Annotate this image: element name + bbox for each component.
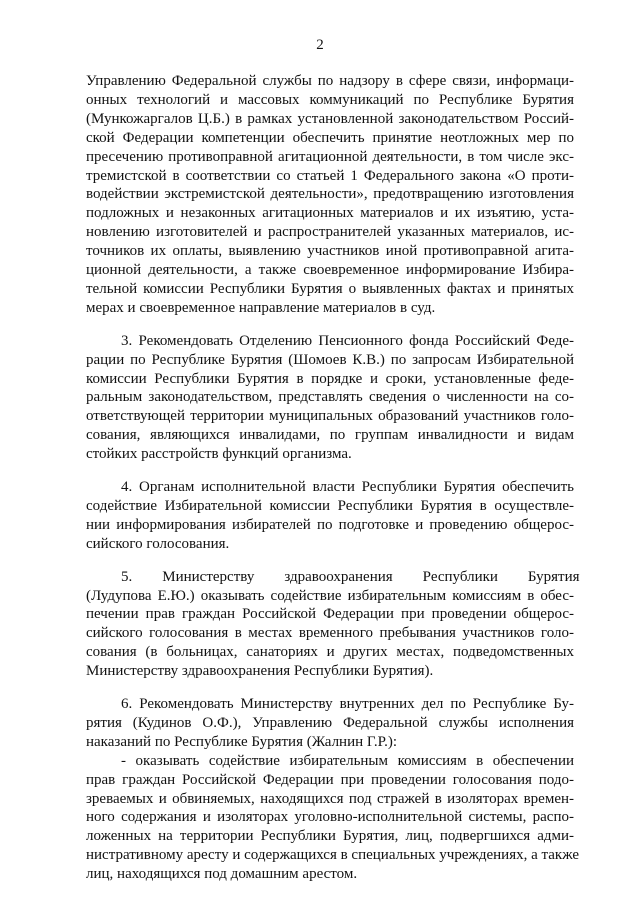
text-line: лиц, находящихся под домашним арестом. — [86, 866, 358, 883]
text-line: тельной комиссии Республики Бурятия о выявленных фактах и принятых — [86, 280, 574, 297]
text-line: рятия (Кудинов О.Ф.), Управлению Федеральной службы исполнения — [86, 714, 574, 731]
text-line: нии информирования избирателей по подготовке и проведению общерос- — [86, 516, 574, 533]
page-number: 2 — [316, 37, 324, 53]
text-line: ответствующей территории муниципальных образований участников голо- — [86, 408, 574, 425]
text-line: ской Федерации компетенции обеспечить принятие неотложных мер по — [86, 129, 574, 146]
text-line: зреваемых и обвиняемых, находящихся под стражей в изоляторах времен- — [86, 790, 574, 807]
text-line: 6. Рекомендовать Министерству внутренних дел по Республике Бу- — [121, 696, 574, 712]
text-line: содействие Избирательной комиссии Республики Бурятия в осуществле- — [86, 497, 574, 514]
text-line: печении прав граждан Российской Федерации при проведении общерос- — [86, 606, 574, 623]
text-line: ционной деятельности, а также своевременное информирование Избира- — [86, 262, 574, 278]
text-line: сийского голосования в местах временного пребывания участников голо- — [86, 625, 574, 642]
text-line: сийского голосования. — [86, 535, 230, 552]
text-line: 4. Органам исполнительной власти Республики Бурятия обеспечить — [121, 479, 574, 495]
text-line: сования, являющихся инвалидами, по группам инвалидности и видам — [86, 427, 574, 444]
text-line: новлению изготовителей и распространителей указанных материалов, ис- — [86, 224, 574, 241]
text-line: Министерству здравоохранения Республики Бурятия). — [86, 663, 434, 680]
text-line: наказаний по Республике Бурятия (Жалнин Г.Р.): — [86, 733, 398, 750]
text-line: (Мункожаргалов Ц.Б.) в рамках установленной законодательством Россий- — [86, 110, 574, 127]
text-line: подложных и незаконных агитационных материалов и их изъятию, уста- — [86, 205, 574, 222]
text-line: онных технологий и массовых коммуникаций по Республике Бурятия — [86, 91, 574, 108]
text-line: пресечению противоправной агитационной деятельности, в том числе экс- — [86, 148, 574, 165]
text-line: стойких расстройств функций организма. — [86, 446, 352, 463]
text-line: точников их оплаты, выявлению участников иной противоправной агита- — [86, 243, 574, 260]
text-line: Управлению Федеральной службы по надзору в сфере связи, информаци- — [86, 73, 574, 89]
text-line: мерах и своевременное направление материалов в суд. — [86, 299, 436, 316]
text-line: 5. Министерству здравоохранения Республики Бурятия — [121, 568, 580, 585]
text-line: ного содержания и изоляторах уголовно-исполнительной системы, распо- — [86, 809, 574, 826]
text-line: рации по Республике Бурятия (Шомоев К.В.) по запросам Избирательной — [86, 351, 574, 368]
text-line: ральным законодательством, представлять сведения о численности на со- — [86, 389, 574, 406]
text-line: нистративному аресту и содержащихся в специальных учреждениях, а также — [86, 847, 580, 864]
text-line: 3. Рекомендовать Отделению Пенсионного фонда Российский Феде- — [121, 332, 574, 349]
text-line: сования (в больницах, санаториях и других местах, подведомственных — [86, 644, 574, 661]
text-line: прав граждан Российской Федерации при проведении голосования подо- — [86, 771, 574, 788]
text-line: тремистской в соответствии со статьей 1 Федерального закона «О проти- — [86, 167, 574, 184]
text-line: (Лудупова Е.Ю.) оказывать содействие избирательным комиссиям в обес- — [86, 587, 574, 604]
text-line: водействии экстремистской деятельности», предотвращению изготовления — [86, 186, 574, 203]
text-line: ложенных на территории Республики Бурятия, лиц, подвергшихся адми- — [86, 828, 574, 845]
text-line: комиссии Республики Бурятия в порядке и сроки, установленные феде- — [86, 370, 574, 387]
text-line: - оказывать содействие избирательным комиссиям в обеспечении — [121, 752, 574, 769]
